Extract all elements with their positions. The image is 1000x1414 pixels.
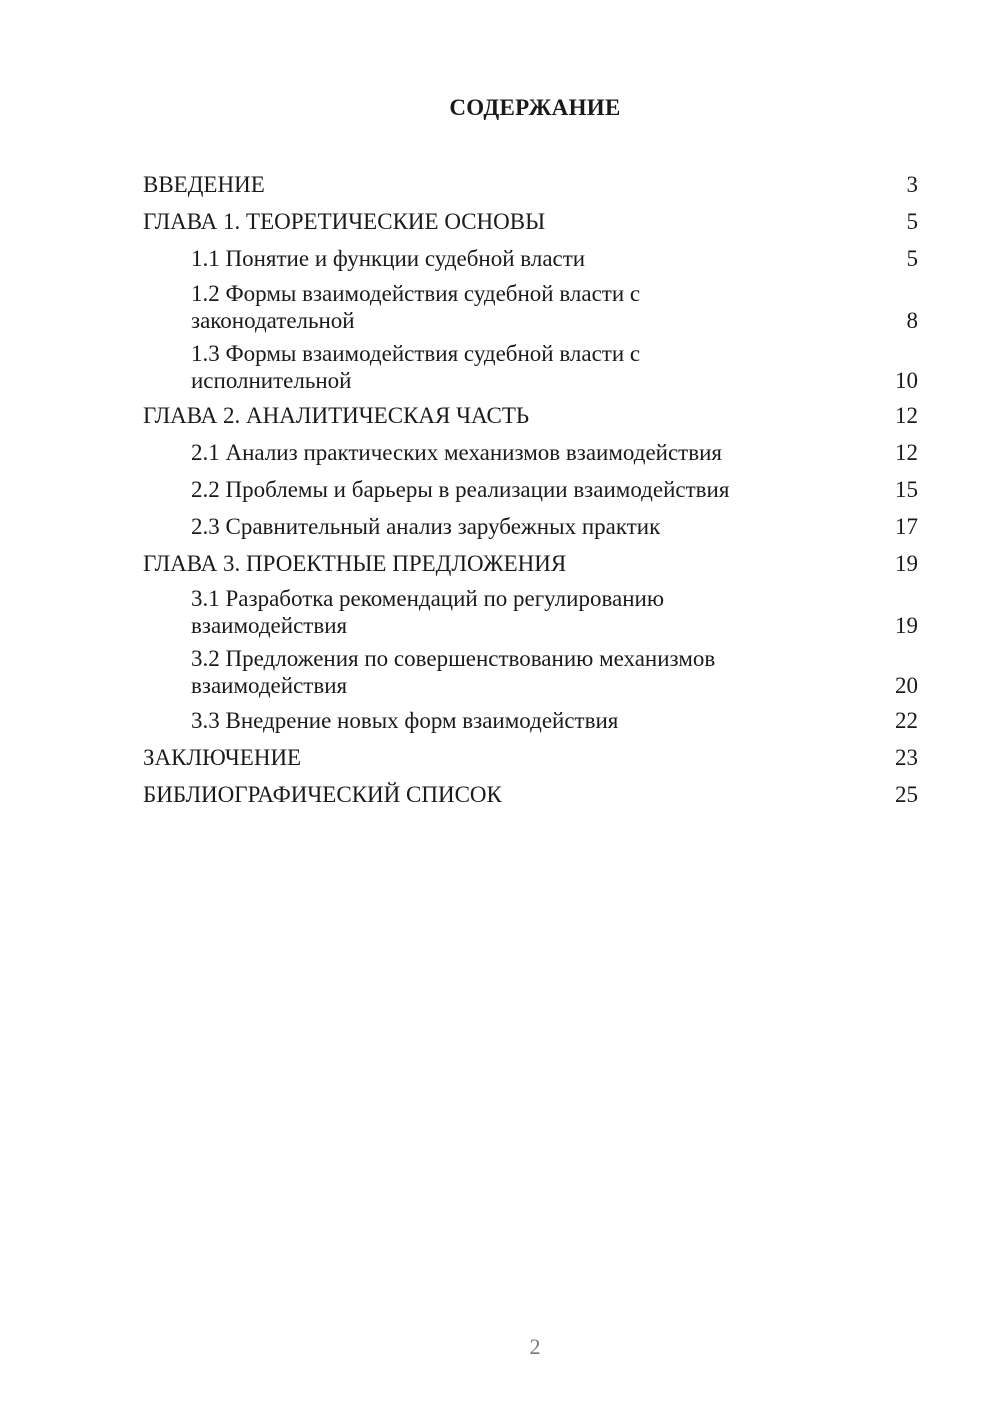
toc-entry-label: БИБЛИОГРАФИЧЕСКИЙ СПИСОК xyxy=(143,782,502,807)
toc-entry-label: 3.1 Разработка рекомендаций по регулированию взаимодействия xyxy=(191,586,665,638)
toc-entry-page: 23 xyxy=(895,745,918,770)
table-of-contents xyxy=(143,166,918,813)
toc-entry-section-2-2[interactable] xyxy=(143,471,918,508)
toc-entry-section-2-1[interactable] xyxy=(143,434,918,471)
toc-entry-label: ГЛАВА 1. ТЕОРЕТИЧЕСКИЕ ОСНОВЫ xyxy=(143,209,546,234)
toc-entry-label: ЗАКЛЮЧЕНИЕ xyxy=(143,745,302,770)
toc-entry-section-3-3[interactable] xyxy=(143,702,918,739)
toc-entry-introduction[interactable] xyxy=(143,166,918,203)
toc-entry-conclusion[interactable] xyxy=(143,739,918,776)
toc-entry-page: 25 xyxy=(895,782,918,807)
toc-entry-label: 2.3 Сравнительный анализ зарубежных практик xyxy=(191,514,661,539)
toc-entry-page: 3 xyxy=(906,172,918,197)
toc-entry-page: 19 xyxy=(895,551,918,576)
toc-entry-section-2-3[interactable] xyxy=(143,508,918,545)
page-title: СОДЕРЖАНИЕ xyxy=(449,95,621,120)
toc-entry-section-1-3[interactable] xyxy=(143,337,918,397)
toc-entry-section-1-2[interactable] xyxy=(143,277,918,337)
toc-entry-label: 2.1 Анализ практических механизмов взаимодействия xyxy=(191,440,722,465)
toc-entry-chapter-3[interactable] xyxy=(143,545,918,582)
toc-entry-page: 22 xyxy=(895,708,918,733)
toc-entry-page: 8 xyxy=(906,308,918,333)
toc-entry-label: 2.2 Проблемы и барьеры в реализации взаимодействия xyxy=(191,477,730,502)
toc-entry-page: 12 xyxy=(895,440,918,465)
toc-entry-chapter-1[interactable] xyxy=(143,203,918,240)
toc-entry-label: 1.2 Формы взаимодействия судебной власти с законодательной xyxy=(191,281,641,333)
toc-entry-section-3-1[interactable] xyxy=(143,582,918,642)
toc-entry-page: 5 xyxy=(906,209,918,234)
toc-entry-section-3-2[interactable] xyxy=(143,642,918,702)
toc-entry-label: 3.3 Внедрение новых форм взаимодействия xyxy=(191,708,619,733)
toc-entry-label: ВВЕДЕНИЕ xyxy=(143,172,265,197)
toc-entry-page: 5 xyxy=(906,246,918,271)
toc-entry-page: 10 xyxy=(895,368,918,393)
toc-entry-label: ГЛАВА 2. АНАЛИТИЧЕСКАЯ ЧАСТЬ xyxy=(143,403,530,428)
toc-entry-chapter-2[interactable] xyxy=(143,397,918,434)
toc-entry-page: 17 xyxy=(895,514,918,539)
toc-entry-section-1-1[interactable] xyxy=(143,240,918,277)
toc-entry-page: 15 xyxy=(895,477,918,502)
toc-entry-label: 3.2 Предложения по совершенствованию механизмов взаимодействия xyxy=(191,646,716,698)
toc-entry-label: ГЛАВА 3. ПРОЕКТНЫЕ ПРЕДЛОЖЕНИЯ xyxy=(143,551,567,576)
toc-entry-page: 20 xyxy=(895,673,918,698)
toc-entry-label: 1.1 Понятие и функции судебной власти xyxy=(191,246,586,271)
toc-entry-label: 1.3 Формы взаимодействия судебной власти с исполнительной xyxy=(191,341,641,393)
toc-entry-bibliography[interactable] xyxy=(143,776,918,813)
page-number: 2 xyxy=(529,1334,541,1359)
toc-entry-page: 19 xyxy=(895,613,918,638)
toc-entry-page: 12 xyxy=(895,403,918,428)
